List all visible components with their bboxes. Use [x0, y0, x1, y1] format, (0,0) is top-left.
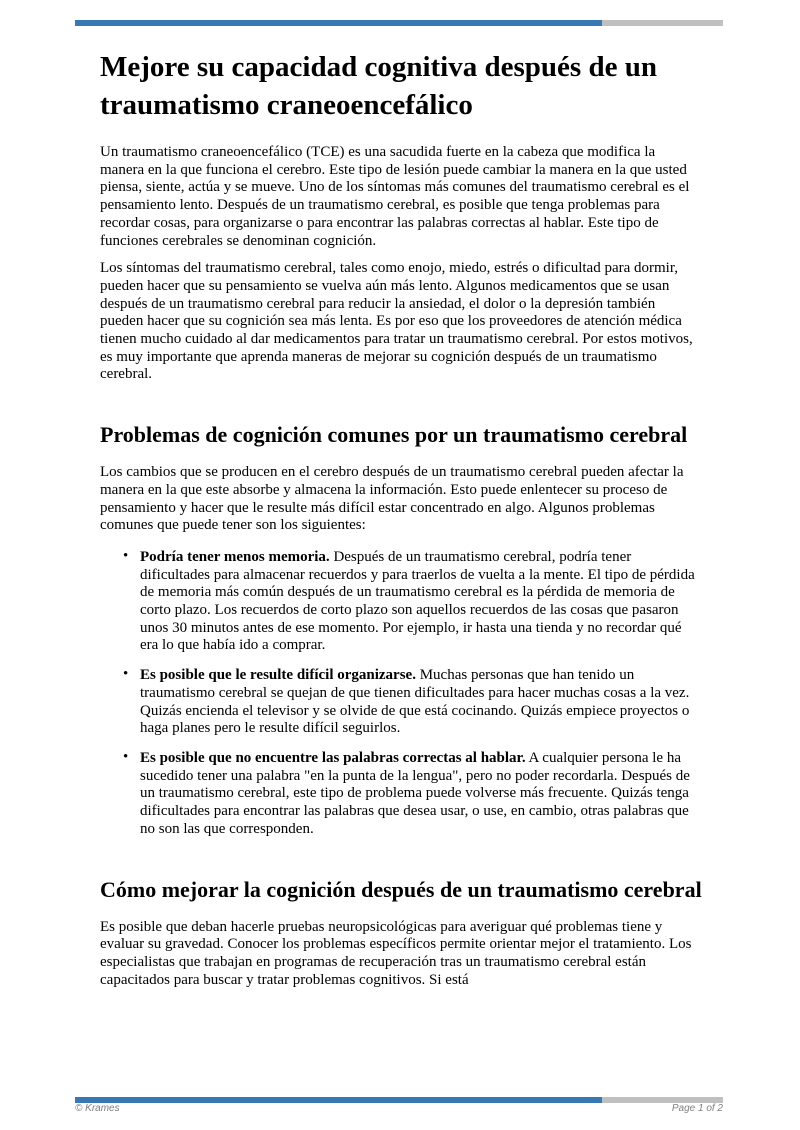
page-footer	[75, 1103, 723, 1114]
bullet-text: Después de un traumatismo cerebral, podría tener dificultades para almacenar recuerdos y para traerlos de vuelta a la mente. El tipo de pérdida de memoria más común después de un traumatismo cerebral es la pérdida de memoria de corto plazo. Los recuerdos de corto plazo son aquellos recuerdos de las cosas que pasaron unos 30 minutos antes de ese momento. Por ejemplo, ir hasta una tienda y no recordar qué era lo que había ido a comprar.	[140, 548, 695, 654]
top-accent-bar	[75, 20, 723, 26]
section1-paragraph: Los cambios que se producen en el cerebro después de un traumatismo cerebral pueden afectar la manera en la que este absorbe y almacena la información. Esto puede enlentecer su proceso de pensamiento y hacer que le resulte más difícil estar concentrado en algo. Algunos problemas comunes que puede tener son los siguientes:	[100, 464, 684, 534]
section-heading-common-problems: Problemas de cognición comunes por un traumatismo cerebral	[100, 422, 688, 448]
intro-paragraph-1: Un traumatismo craneoencefálico (TCE) es una sacudida fuerte en la cabeza que modifica la manera en la que funciona el cerebro. Este tipo de lesión puede cambiar la manera en la que usted piensa, siente, actúa y se mueve. Uno de los síntomas más comunes del traumatismo cerebral es el pensamiento lento. Después de un traumatismo cerebral, es posible que tenga problemas para recordar cosas, para organizarse o para encontrar las palabras correctas al hablar. Este tipo de funciones cerebrales se denominan cognición.	[100, 144, 690, 249]
bullet-text: A cualquier persona le ha sucedido tener una palabra "en la punta de la lengua", pero no poder recordarla. Después de un traumatismo cerebral, este tipo de problema puede volverse más frecuente. Quizás tenga dificultades para encontrar las palabras que desea usar, o use, en cambio, otras palabras que no son las que corresponden.	[140, 749, 690, 837]
page-title: Mejore su capacidad cognitiva después de un traumatismo craneoencefálico	[100, 51, 657, 121]
list-item	[100, 750, 702, 839]
bullet-icon: •	[123, 748, 129, 765]
intro-paragraph-2: Los síntomas del traumatismo cerebral, tales como enojo, miedo, estrés o dificultad para dormir, pueden hacer que su pensamiento se vuelva aún más lento. Algunos medicamentos que se usan después de un traumatismo cerebral para reducir la ansiedad, el dolor o la depresión también pueden hacer que su cognición sea más lenta. Es por eso que los proveedores de atención médica tienen mucho cuidado al dar medicamentos para tratar un traumatismo cerebral. Por estos motivos, es muy importante que aprenda maneras de mejorar su cognición después de un traumatismo cerebral.	[100, 260, 693, 383]
bullet-icon: •	[123, 547, 129, 564]
bullet-icon: •	[123, 666, 129, 683]
bullet-list	[100, 549, 702, 839]
accent-bar-blue-segment	[75, 20, 602, 26]
copyright-text: © Krames	[75, 1103, 120, 1114]
bullet-lead: Podría tener menos memoria.	[140, 548, 330, 565]
accent-bar-gray-segment	[602, 20, 723, 26]
section-heading-how-to-improve: Cómo mejorar la cognición después de un traumatismo cerebral	[100, 876, 702, 902]
section2-paragraph: Es posible que deban hacerle pruebas neuropsicológicas para averiguar qué problemas tiene y evaluar su gravedad. Conocer los problemas específicos permite orientar mejor el tratamiento. Los especialistas que trabajan en programas de recuperación tras un traumatismo cerebral están capacitados para buscar y tratar problemas cognitivos. Si está	[100, 918, 692, 988]
document-body	[100, 48, 702, 989]
bullet-lead: Es posible que no encuentre las palabras correctas al hablar.	[140, 749, 526, 766]
bullet-text: Muchas personas que han tenido un traumatismo cerebral se quejan de que tienen dificultades para hacer muchas cosas a la vez. Quizás encienda el televisor y se olvide de que está cocinando. Quizás empiece proyectos o haga planes pero le resulte difícil seguirlos.	[140, 667, 690, 737]
bullet-lead: Es posible que le resulte difícil organizarse.	[140, 667, 416, 684]
list-item	[100, 549, 702, 655]
page-number-text: Page 1 of 2	[671, 1103, 723, 1114]
list-item	[100, 667, 702, 738]
